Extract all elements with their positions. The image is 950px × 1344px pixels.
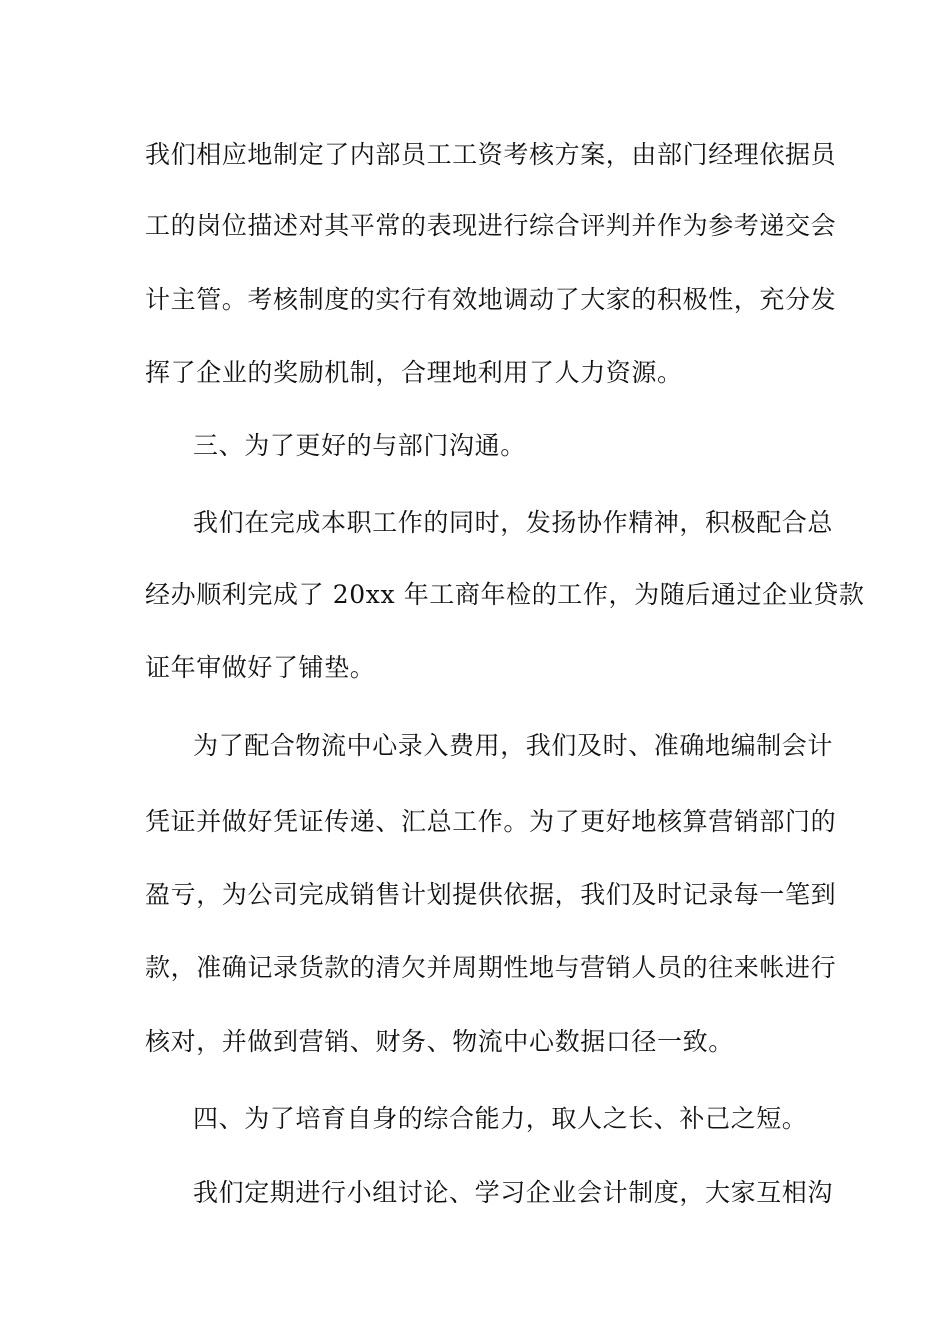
text-line: 我们相应地制定了内部员工工资考核方案，由部门经理依据员 — [145, 140, 837, 169]
text-line: 挥了企业的奖励机制，合理地利用了人力资源。 — [145, 358, 683, 387]
text-line: 我们定期进行小组讨论、学习企业会计制度，大家互相沟 — [193, 1178, 834, 1207]
text-line: 证年审做好了铺垫。 — [145, 653, 376, 682]
text-line: 工的岗位描述对其平常的表现进行综合评判并作为参考递交会 — [145, 211, 837, 240]
text-line: 我们在完成本职工作的同时，发扬协作精神，积极配合总 — [193, 508, 834, 537]
text-line: 计主管。考核制度的实行有效地调动了大家的积极性，充分发 — [145, 285, 837, 314]
section-heading: 三、为了更好的与部门沟通。 — [193, 431, 526, 460]
text-line: 凭证并做好凭证传递、汇总工作。为了更好地核算营销部门的 — [145, 807, 837, 836]
text-line: 经办顺利完成了 20xx 年工商年检的工作，为随后通过企业贷款 — [145, 580, 865, 609]
text-line: 款，准确记录货款的清欠并周期性地与营销人员的往来帐进行 — [145, 953, 837, 982]
text-line: 盈亏，为公司完成销售计划提供依据，我们及时记录每一笔到 — [145, 880, 837, 909]
section-heading: 四、为了培育自身的综合能力，取人之长、补己之短。 — [193, 1104, 808, 1133]
text-line: 核对，并做到营销、财务、物流中心数据口径一致。 — [145, 1027, 734, 1056]
text-line: 为了配合物流中心录入费用，我们及时、准确地编制会计 — [193, 731, 834, 760]
